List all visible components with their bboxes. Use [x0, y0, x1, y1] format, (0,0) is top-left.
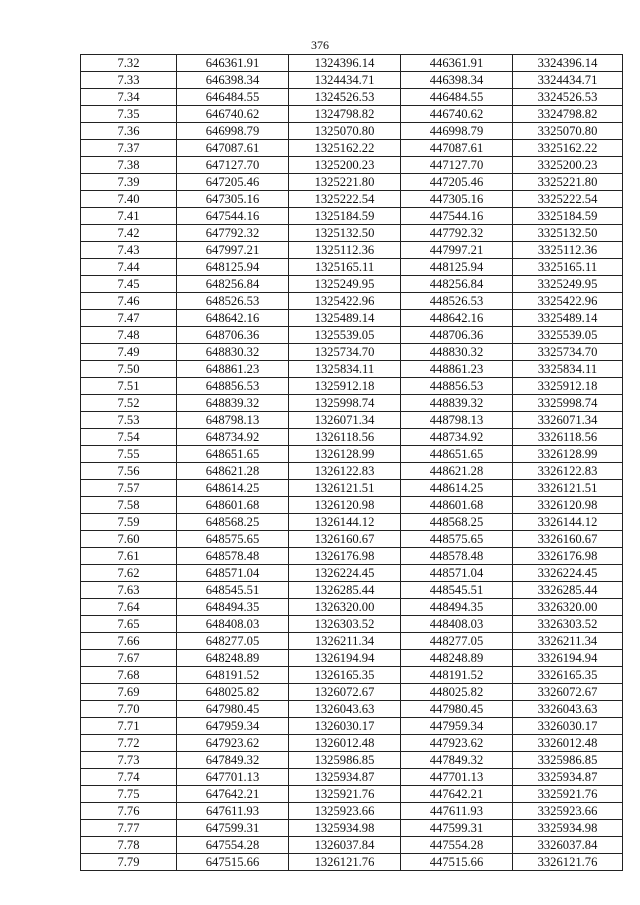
y-coordinate-cell: 1325162.22: [289, 140, 401, 157]
x-coordinate-cell: 647611.93: [177, 803, 289, 820]
table-row: [81, 786, 623, 803]
table-row: [81, 650, 623, 667]
y-coordinate-cell: 1325489.14: [289, 310, 401, 327]
x-local-cell: 448494.35: [401, 599, 513, 616]
x-coordinate-cell: 648494.35: [177, 599, 289, 616]
x-coordinate-cell: 647087.61: [177, 140, 289, 157]
x-local-cell: 446484.55: [401, 89, 513, 106]
y-local-cell: 3325923.66: [513, 803, 623, 820]
y-local-cell: 3326037.84: [513, 837, 623, 854]
y-local-cell: 3326121.51: [513, 480, 623, 497]
table-row: [81, 276, 623, 293]
y-coordinate-cell: 1325132.50: [289, 225, 401, 242]
table-row: [81, 242, 623, 259]
x-local-cell: 448706.36: [401, 327, 513, 344]
y-coordinate-cell: 1325921.76: [289, 786, 401, 803]
point-id-cell: 7.55: [81, 446, 177, 463]
table-row: [81, 565, 623, 582]
y-local-cell: 3326224.45: [513, 565, 623, 582]
x-local-cell: 448614.25: [401, 480, 513, 497]
coordinates-table-body: [81, 55, 623, 871]
point-id-cell: 7.41: [81, 208, 177, 225]
x-local-cell: 448125.94: [401, 259, 513, 276]
y-coordinate-cell: 1326128.99: [289, 446, 401, 463]
point-id-cell: 7.33: [81, 72, 177, 89]
table-row: [81, 701, 623, 718]
x-coordinate-cell: 648651.65: [177, 446, 289, 463]
x-local-cell: 448191.52: [401, 667, 513, 684]
y-coordinate-cell: 1325934.98: [289, 820, 401, 837]
table-row: [81, 157, 623, 174]
y-local-cell: 3326072.67: [513, 684, 623, 701]
table-row: [81, 735, 623, 752]
x-local-cell: 448856.53: [401, 378, 513, 395]
x-coordinate-cell: 648526.53: [177, 293, 289, 310]
point-id-cell: 7.73: [81, 752, 177, 769]
table-row: [81, 191, 623, 208]
point-id-cell: 7.56: [81, 463, 177, 480]
table-row: [81, 514, 623, 531]
x-local-cell: 448571.04: [401, 565, 513, 582]
x-local-cell: 448601.68: [401, 497, 513, 514]
table-row: [81, 837, 623, 854]
table-row: [81, 667, 623, 684]
y-coordinate-cell: 1326118.56: [289, 429, 401, 446]
y-local-cell: 3324434.71: [513, 72, 623, 89]
y-local-cell: 3326165.35: [513, 667, 623, 684]
x-local-cell: 448256.84: [401, 276, 513, 293]
x-coordinate-cell: 647544.16: [177, 208, 289, 225]
y-coordinate-cell: 1325165.11: [289, 259, 401, 276]
point-id-cell: 7.47: [81, 310, 177, 327]
y-local-cell: 3325070.80: [513, 123, 623, 140]
x-local-cell: 448526.53: [401, 293, 513, 310]
x-local-cell: 447544.16: [401, 208, 513, 225]
table-row: [81, 89, 623, 106]
y-local-cell: 3326176.98: [513, 548, 623, 565]
point-id-cell: 7.53: [81, 412, 177, 429]
y-coordinate-cell: 1326043.63: [289, 701, 401, 718]
point-id-cell: 7.63: [81, 582, 177, 599]
point-id-cell: 7.66: [81, 633, 177, 650]
table-row: [81, 412, 623, 429]
x-coordinate-cell: 647980.45: [177, 701, 289, 718]
y-coordinate-cell: 1326121.76: [289, 854, 401, 871]
x-coordinate-cell: 648839.32: [177, 395, 289, 412]
table-row: [81, 480, 623, 497]
table-row: [81, 55, 623, 72]
table-row: [81, 548, 623, 565]
y-coordinate-cell: 1325184.59: [289, 208, 401, 225]
x-coordinate-cell: 647792.32: [177, 225, 289, 242]
point-id-cell: 7.70: [81, 701, 177, 718]
y-coordinate-cell: 1326285.44: [289, 582, 401, 599]
table-row: [81, 803, 623, 820]
y-coordinate-cell: 1326012.48: [289, 735, 401, 752]
y-local-cell: 3326285.44: [513, 582, 623, 599]
point-id-cell: 7.45: [81, 276, 177, 293]
x-coordinate-cell: 646998.79: [177, 123, 289, 140]
x-local-cell: 448025.82: [401, 684, 513, 701]
x-coordinate-cell: 648571.04: [177, 565, 289, 582]
x-local-cell: 448248.89: [401, 650, 513, 667]
x-local-cell: 447554.28: [401, 837, 513, 854]
y-local-cell: 3325934.98: [513, 820, 623, 837]
table-row: [81, 497, 623, 514]
point-id-cell: 7.71: [81, 718, 177, 735]
point-id-cell: 7.48: [81, 327, 177, 344]
x-local-cell: 447087.61: [401, 140, 513, 157]
y-coordinate-cell: 1325998.74: [289, 395, 401, 412]
point-id-cell: 7.34: [81, 89, 177, 106]
x-coordinate-cell: 648191.52: [177, 667, 289, 684]
point-id-cell: 7.44: [81, 259, 177, 276]
point-id-cell: 7.76: [81, 803, 177, 820]
y-coordinate-cell: 1325934.87: [289, 769, 401, 786]
y-local-cell: 3324526.53: [513, 89, 623, 106]
y-local-cell: 3326030.17: [513, 718, 623, 735]
x-coordinate-cell: 648248.89: [177, 650, 289, 667]
point-id-cell: 7.35: [81, 106, 177, 123]
x-coordinate-cell: 646361.91: [177, 55, 289, 72]
y-coordinate-cell: 1324396.14: [289, 55, 401, 72]
y-coordinate-cell: 1326037.84: [289, 837, 401, 854]
y-local-cell: 3326160.67: [513, 531, 623, 548]
table-row: [81, 72, 623, 89]
x-coordinate-cell: 648798.13: [177, 412, 289, 429]
point-id-cell: 7.51: [81, 378, 177, 395]
table-row: [81, 344, 623, 361]
point-id-cell: 7.37: [81, 140, 177, 157]
x-coordinate-cell: 648408.03: [177, 616, 289, 633]
x-coordinate-cell: 648621.28: [177, 463, 289, 480]
y-coordinate-cell: 1324434.71: [289, 72, 401, 89]
x-coordinate-cell: 648256.84: [177, 276, 289, 293]
point-id-cell: 7.49: [81, 344, 177, 361]
x-local-cell: 448651.65: [401, 446, 513, 463]
x-coordinate-cell: 647127.70: [177, 157, 289, 174]
x-coordinate-cell: 646740.62: [177, 106, 289, 123]
table-row: [81, 429, 623, 446]
y-local-cell: 3325934.87: [513, 769, 623, 786]
table-row: [81, 820, 623, 837]
point-id-cell: 7.38: [81, 157, 177, 174]
x-local-cell: 447599.31: [401, 820, 513, 837]
x-local-cell: 448277.05: [401, 633, 513, 650]
x-local-cell: 448734.92: [401, 429, 513, 446]
y-local-cell: 3325921.76: [513, 786, 623, 803]
table-row: [81, 616, 623, 633]
x-local-cell: 448545.51: [401, 582, 513, 599]
y-local-cell: 3325162.22: [513, 140, 623, 157]
y-local-cell: 3325112.36: [513, 242, 623, 259]
point-id-cell: 7.52: [81, 395, 177, 412]
y-coordinate-cell: 1326224.45: [289, 565, 401, 582]
y-coordinate-cell: 1326194.94: [289, 650, 401, 667]
y-coordinate-cell: 1325912.18: [289, 378, 401, 395]
y-coordinate-cell: 1326121.51: [289, 480, 401, 497]
x-coordinate-cell: 648025.82: [177, 684, 289, 701]
y-local-cell: 3326320.00: [513, 599, 623, 616]
table-row: [81, 633, 623, 650]
point-id-cell: 7.75: [81, 786, 177, 803]
y-local-cell: 3326303.52: [513, 616, 623, 633]
y-local-cell: 3324396.14: [513, 55, 623, 72]
point-id-cell: 7.59: [81, 514, 177, 531]
table-row: [81, 123, 623, 140]
y-local-cell: 3326071.34: [513, 412, 623, 429]
y-coordinate-cell: 1325200.23: [289, 157, 401, 174]
y-local-cell: 3325539.05: [513, 327, 623, 344]
x-local-cell: 447701.13: [401, 769, 513, 786]
x-local-cell: 447205.46: [401, 174, 513, 191]
y-coordinate-cell: 1324798.82: [289, 106, 401, 123]
x-local-cell: 447305.16: [401, 191, 513, 208]
table-row: [81, 752, 623, 769]
y-coordinate-cell: 1326303.52: [289, 616, 401, 633]
x-local-cell: 448575.65: [401, 531, 513, 548]
point-id-cell: 7.65: [81, 616, 177, 633]
y-coordinate-cell: 1326160.67: [289, 531, 401, 548]
point-id-cell: 7.46: [81, 293, 177, 310]
y-coordinate-cell: 1326071.34: [289, 412, 401, 429]
x-local-cell: 447642.21: [401, 786, 513, 803]
y-local-cell: 3325986.85: [513, 752, 623, 769]
x-local-cell: 447923.62: [401, 735, 513, 752]
y-local-cell: 3325200.23: [513, 157, 623, 174]
x-coordinate-cell: 648601.68: [177, 497, 289, 514]
x-coordinate-cell: 648830.32: [177, 344, 289, 361]
table-row: [81, 327, 623, 344]
table-row: [81, 582, 623, 599]
x-coordinate-cell: 647923.62: [177, 735, 289, 752]
y-coordinate-cell: 1325070.80: [289, 123, 401, 140]
y-local-cell: 3325222.54: [513, 191, 623, 208]
table-row: [81, 531, 623, 548]
point-id-cell: 7.58: [81, 497, 177, 514]
y-local-cell: 3325834.11: [513, 361, 623, 378]
coordinates-table: [80, 54, 623, 871]
point-id-cell: 7.40: [81, 191, 177, 208]
x-coordinate-cell: 648642.16: [177, 310, 289, 327]
y-coordinate-cell: 1326072.67: [289, 684, 401, 701]
y-local-cell: 3325184.59: [513, 208, 623, 225]
x-local-cell: 448830.32: [401, 344, 513, 361]
x-local-cell: 447849.32: [401, 752, 513, 769]
x-coordinate-cell: 646484.55: [177, 89, 289, 106]
y-coordinate-cell: 1325734.70: [289, 344, 401, 361]
x-coordinate-cell: 648545.51: [177, 582, 289, 599]
table-row: [81, 310, 623, 327]
table-row: [81, 854, 623, 871]
point-id-cell: 7.61: [81, 548, 177, 565]
x-coordinate-cell: 648578.48: [177, 548, 289, 565]
x-coordinate-cell: 647205.46: [177, 174, 289, 191]
x-coordinate-cell: 647515.66: [177, 854, 289, 871]
x-local-cell: 446998.79: [401, 123, 513, 140]
y-local-cell: 3325912.18: [513, 378, 623, 395]
x-local-cell: 448642.16: [401, 310, 513, 327]
y-coordinate-cell: 1325422.96: [289, 293, 401, 310]
y-coordinate-cell: 1325539.05: [289, 327, 401, 344]
y-local-cell: 3326194.94: [513, 650, 623, 667]
point-id-cell: 7.43: [81, 242, 177, 259]
y-local-cell: 3325734.70: [513, 344, 623, 361]
x-coordinate-cell: 647599.31: [177, 820, 289, 837]
y-coordinate-cell: 1326144.12: [289, 514, 401, 531]
point-id-cell: 7.39: [81, 174, 177, 191]
table-row: [81, 225, 623, 242]
x-local-cell: 448861.23: [401, 361, 513, 378]
y-coordinate-cell: 1326030.17: [289, 718, 401, 735]
table-row: [81, 208, 623, 225]
y-coordinate-cell: 1326211.34: [289, 633, 401, 650]
y-local-cell: 3326128.99: [513, 446, 623, 463]
x-coordinate-cell: 648614.25: [177, 480, 289, 497]
table-row: [81, 259, 623, 276]
y-local-cell: 3326012.48: [513, 735, 623, 752]
y-local-cell: 3325489.14: [513, 310, 623, 327]
x-local-cell: 448798.13: [401, 412, 513, 429]
table-row: [81, 378, 623, 395]
x-coordinate-cell: 647701.13: [177, 769, 289, 786]
point-id-cell: 7.42: [81, 225, 177, 242]
x-coordinate-cell: 647642.21: [177, 786, 289, 803]
x-local-cell: 448621.28: [401, 463, 513, 480]
table-row: [81, 446, 623, 463]
y-local-cell: 3325165.11: [513, 259, 623, 276]
y-local-cell: 3326211.34: [513, 633, 623, 650]
point-id-cell: 7.50: [81, 361, 177, 378]
table-row: [81, 769, 623, 786]
y-coordinate-cell: 1326176.98: [289, 548, 401, 565]
x-local-cell: 447792.32: [401, 225, 513, 242]
point-id-cell: 7.69: [81, 684, 177, 701]
point-id-cell: 7.54: [81, 429, 177, 446]
y-coordinate-cell: 1326120.98: [289, 497, 401, 514]
point-id-cell: 7.79: [81, 854, 177, 871]
x-local-cell: 447980.45: [401, 701, 513, 718]
point-id-cell: 7.62: [81, 565, 177, 582]
x-coordinate-cell: 647849.32: [177, 752, 289, 769]
y-local-cell: 3326122.83: [513, 463, 623, 480]
x-local-cell: 448408.03: [401, 616, 513, 633]
point-id-cell: 7.67: [81, 650, 177, 667]
x-coordinate-cell: 648575.65: [177, 531, 289, 548]
x-coordinate-cell: 648277.05: [177, 633, 289, 650]
x-local-cell: 448568.25: [401, 514, 513, 531]
x-coordinate-cell: 647554.28: [177, 837, 289, 854]
table-row: [81, 718, 623, 735]
y-coordinate-cell: 1325986.85: [289, 752, 401, 769]
x-local-cell: 446398.34: [401, 72, 513, 89]
x-local-cell: 448839.32: [401, 395, 513, 412]
coordinates-table-container: [80, 54, 623, 871]
point-id-cell: 7.68: [81, 667, 177, 684]
y-local-cell: 3324798.82: [513, 106, 623, 123]
y-local-cell: 3326120.98: [513, 497, 623, 514]
point-id-cell: 7.32: [81, 55, 177, 72]
y-local-cell: 3326121.76: [513, 854, 623, 871]
page-number: 376: [311, 38, 329, 52]
x-local-cell: 446740.62: [401, 106, 513, 123]
point-id-cell: 7.60: [81, 531, 177, 548]
y-local-cell: 3326043.63: [513, 701, 623, 718]
y-local-cell: 3325132.50: [513, 225, 623, 242]
y-coordinate-cell: 1325834.11: [289, 361, 401, 378]
table-row: [81, 361, 623, 378]
x-coordinate-cell: 648734.92: [177, 429, 289, 446]
point-id-cell: 7.72: [81, 735, 177, 752]
x-coordinate-cell: 647959.34: [177, 718, 289, 735]
table-row: [81, 293, 623, 310]
point-id-cell: 7.74: [81, 769, 177, 786]
y-coordinate-cell: 1325923.66: [289, 803, 401, 820]
table-row: [81, 463, 623, 480]
y-coordinate-cell: 1326320.00: [289, 599, 401, 616]
y-coordinate-cell: 1326165.35: [289, 667, 401, 684]
x-coordinate-cell: 646398.34: [177, 72, 289, 89]
y-coordinate-cell: 1325222.54: [289, 191, 401, 208]
y-local-cell: 3326118.56: [513, 429, 623, 446]
table-row: [81, 174, 623, 191]
x-coordinate-cell: 647997.21: [177, 242, 289, 259]
x-local-cell: 448578.48: [401, 548, 513, 565]
x-local-cell: 447997.21: [401, 242, 513, 259]
x-coordinate-cell: 648125.94: [177, 259, 289, 276]
y-coordinate-cell: 1326122.83: [289, 463, 401, 480]
x-local-cell: 447959.34: [401, 718, 513, 735]
y-local-cell: 3325221.80: [513, 174, 623, 191]
y-local-cell: 3325998.74: [513, 395, 623, 412]
x-local-cell: 447515.66: [401, 854, 513, 871]
table-row: [81, 684, 623, 701]
x-coordinate-cell: 648861.23: [177, 361, 289, 378]
table-row: [81, 106, 623, 123]
x-local-cell: 447611.93: [401, 803, 513, 820]
point-id-cell: 7.78: [81, 837, 177, 854]
y-coordinate-cell: 1324526.53: [289, 89, 401, 106]
point-id-cell: 7.77: [81, 820, 177, 837]
point-id-cell: 7.57: [81, 480, 177, 497]
x-coordinate-cell: 648706.36: [177, 327, 289, 344]
x-coordinate-cell: 647305.16: [177, 191, 289, 208]
table-row: [81, 395, 623, 412]
x-local-cell: 447127.70: [401, 157, 513, 174]
x-coordinate-cell: 648856.53: [177, 378, 289, 395]
y-coordinate-cell: 1325221.80: [289, 174, 401, 191]
y-coordinate-cell: 1325112.36: [289, 242, 401, 259]
point-id-cell: 7.36: [81, 123, 177, 140]
point-id-cell: 7.64: [81, 599, 177, 616]
y-coordinate-cell: 1325249.95: [289, 276, 401, 293]
y-local-cell: 3325422.96: [513, 293, 623, 310]
y-local-cell: 3326144.12: [513, 514, 623, 531]
table-row: [81, 599, 623, 616]
table-row: [81, 140, 623, 157]
x-coordinate-cell: 648568.25: [177, 514, 289, 531]
y-local-cell: 3325249.95: [513, 276, 623, 293]
x-local-cell: 446361.91: [401, 55, 513, 72]
